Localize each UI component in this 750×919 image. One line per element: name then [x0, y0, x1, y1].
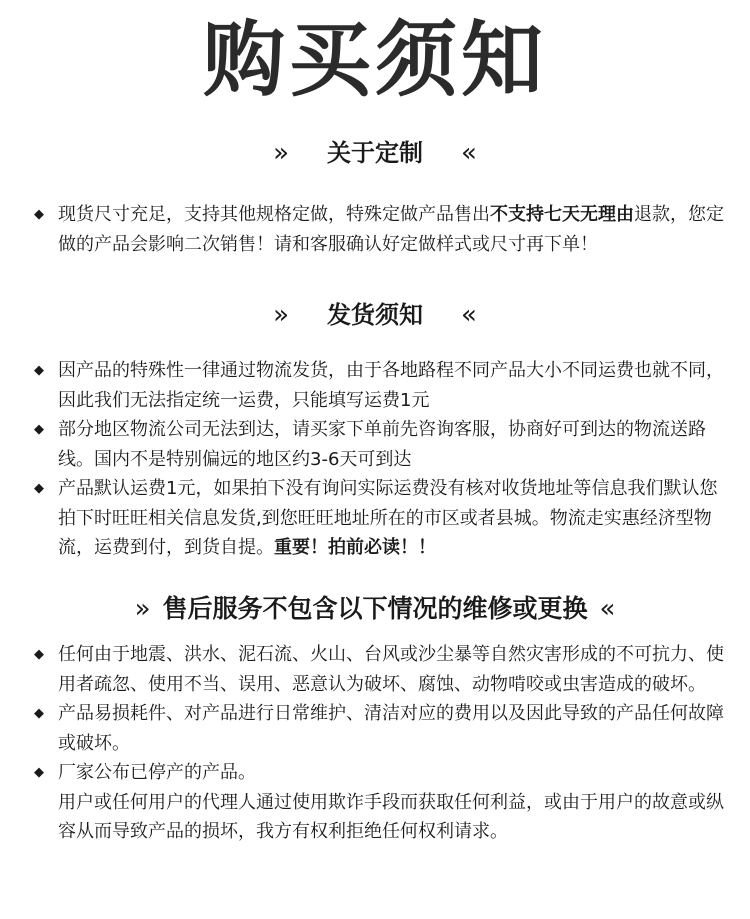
heading-text: 售后服务不包含以下情况的维修或更换: [162, 594, 588, 623]
chevron-right-icon: »: [134, 594, 151, 624]
item-text: 厂家公布已停产的产品。: [58, 762, 256, 783]
item-text: 产品默认运费1元，如果拍下没有询问实际运费没有核对收货地址等信息我们默认您拍下时旺旺相关信息发货,到您旺旺地址所在的市区或者县城。物流走实惠经济型物流，运费到付，到货自提。: [58, 478, 718, 558]
item-text: 退款，您定做的产品会影响二次销售！请和客服确认好定做样式或尺寸再下单！: [58, 204, 724, 255]
chevron-left-icon: «: [461, 138, 477, 168]
list-item: [34, 640, 724, 699]
list-item: [34, 474, 724, 563]
list-item: [34, 200, 724, 259]
heading-text: 发货须知: [327, 301, 423, 329]
chevron-left-icon: «: [461, 300, 477, 330]
diamond-bullet-icon: ◆: [34, 422, 44, 437]
item-text: 现货尺寸充足，支持其他规格定做，特殊定做产品售出: [58, 204, 490, 225]
disclaimer-note: 用户或任何用户的代理人通过使用欺诈手段而获取任何利益，或由于用户的故意或纵容从而导致产品的损坏，我方有权利拒绝任何权利请求。: [58, 791, 724, 842]
list-item: [34, 356, 724, 415]
item-text: 因产品的特殊性一律通过物流发货，由于各地路程不同产品大小不同运费也就不同，因此我们无法指定统一运费，只能填写运费1元: [58, 360, 724, 411]
heading-text: 关于定制: [327, 139, 423, 167]
custom-notes: [34, 200, 724, 259]
list-item: [34, 758, 724, 788]
diamond-bullet-icon: ◆: [34, 207, 44, 222]
item-text: 部分地区物流公司无法到达，请买家下单前先咨询客服，协商好可到达的物流送路线。国内不是特别偏远的地区约3-6天可到达: [58, 419, 706, 470]
item-text-bold: 重要！拍前必读！！: [274, 537, 436, 558]
diamond-bullet-icon: ◆: [34, 363, 44, 378]
section-heading-aftersale: [0, 592, 750, 626]
list-item: [34, 415, 724, 474]
item-text: 产品易损耗件、对产品进行日常维护、清洁对应的费用以及因此导致的产品任何故障或破坏。: [58, 703, 724, 754]
item-text-bold: 不支持七天无理由: [490, 204, 634, 225]
diamond-bullet-icon: ◆: [34, 481, 44, 496]
aftersale-notes: [34, 640, 724, 847]
list-item: [34, 699, 724, 758]
item-text: 任何由于地震、洪水、泥石流、火山、台风或沙尘暴等自然灾害形成的不可抗力、使用者疏忽、使用不当、误用、恶意认为破坏、腐蚀、动物啃咬或虫害造成的破坏。: [58, 644, 724, 695]
page-title: 购买须知: [202, 13, 547, 108]
diamond-bullet-icon: ◆: [34, 765, 44, 780]
chevron-right-icon: »: [273, 138, 289, 168]
diamond-bullet-icon: ◆: [34, 706, 44, 721]
chevron-right-icon: »: [273, 300, 289, 330]
section-heading-shipping: [0, 298, 750, 332]
shipping-notes: [34, 356, 724, 563]
diamond-bullet-icon: ◆: [34, 647, 44, 662]
chevron-left-icon: «: [599, 594, 616, 624]
section-heading-custom: [0, 136, 750, 170]
